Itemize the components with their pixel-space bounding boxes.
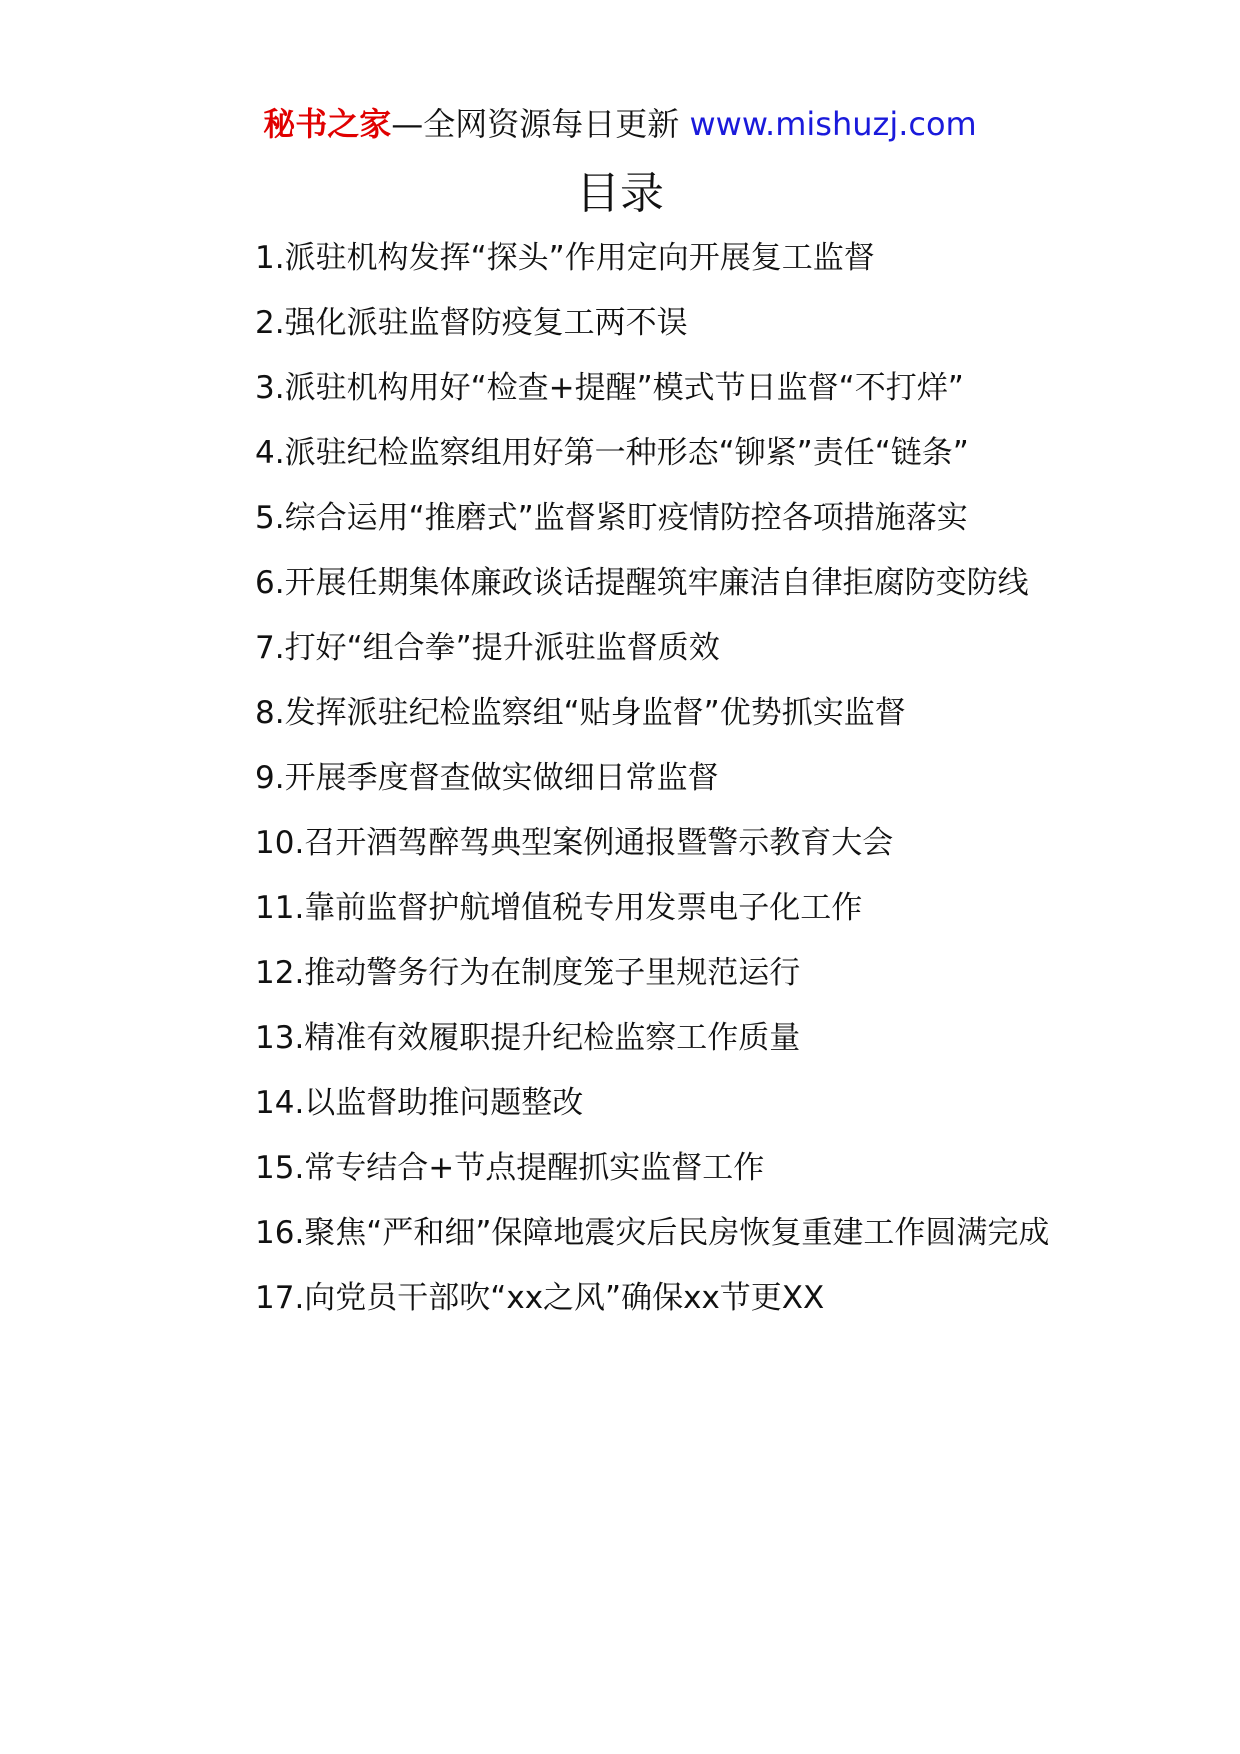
toc-item-3: 3.派驻机构用好“检查+提醒”模式节日监督“不打烊” bbox=[255, 370, 964, 406]
toc-item-17: 17.向党员干部吹“xx之风”确保xx节更XX bbox=[255, 1280, 825, 1316]
toc-item-14: 14.以监督助推问题整改 bbox=[255, 1085, 584, 1121]
site-tagline: —全网资源每日更新 bbox=[391, 105, 680, 143]
toc-item-8: 8.发挥派驻纪检监察组“贴身监督”优势抓实监督 bbox=[255, 695, 906, 731]
toc-item-7: 7.打好“组合拳”提升派驻监督质效 bbox=[255, 630, 720, 666]
toc-item-1: 1.派驻机构发挥“探头”作用定向开展复工监督 bbox=[255, 240, 875, 276]
toc-item-10: 10.召开酒驾醉驾典型案例通报暨警示教育大会 bbox=[255, 825, 894, 861]
toc-item-2: 2.强化派驻监督防疫复工两不误 bbox=[255, 305, 688, 341]
page-title: 目录 bbox=[576, 168, 664, 219]
site-header bbox=[0, 100, 1240, 148]
toc-item-15: 15.常专结合+节点提醒抓实监督工作 bbox=[255, 1150, 765, 1186]
site-url-link[interactable]: www.mishuzj.com bbox=[689, 105, 977, 143]
table-of-contents bbox=[187, 226, 1055, 1331]
toc-item-5: 5.综合运用“推磨式”监督紧盯疫情防控各项措施落实 bbox=[255, 500, 968, 536]
toc-item-13: 13.精准有效履职提升纪检监察工作质量 bbox=[255, 1020, 801, 1056]
toc-item-4: 4.派驻纪检监察组用好第一种形态“铆紧”责任“链条” bbox=[255, 435, 969, 471]
toc-item-11: 11.靠前监督护航增值税专用发票电子化工作 bbox=[255, 890, 863, 926]
site-brand: 秘书之家 bbox=[263, 105, 392, 143]
toc-item-9: 9.开展季度督查做实做细日常监督 bbox=[255, 760, 719, 796]
toc-item-12: 12.推动警务行为在制度笼子里规范运行 bbox=[255, 955, 801, 991]
toc-item-6: 6.开展任期集体廉政谈话提醒筑牢廉洁自律拒腐防变防线 bbox=[255, 565, 1029, 601]
toc-item-16: 16.聚焦“严和细”保障地震灾后民房恢复重建工作圆满完成 bbox=[255, 1215, 1050, 1251]
